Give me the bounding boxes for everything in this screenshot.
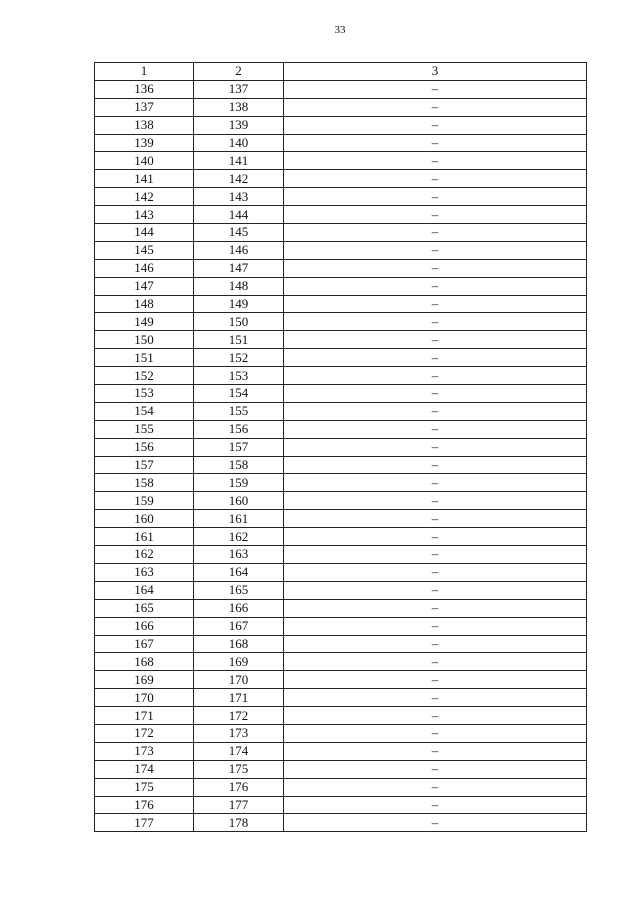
table-cell-col-1: 162 bbox=[95, 546, 194, 564]
table-cell-col-2: 142 bbox=[194, 170, 284, 188]
table-cell-col-3: – bbox=[284, 653, 587, 671]
table-cell-col-2: 175 bbox=[194, 760, 284, 778]
table-cell-col-1: 157 bbox=[95, 456, 194, 474]
table-row bbox=[95, 295, 587, 313]
table-cell-col-1: 145 bbox=[95, 241, 194, 259]
table-row bbox=[95, 206, 587, 224]
table-row bbox=[95, 134, 587, 152]
table-cell-col-3: – bbox=[284, 385, 587, 403]
table-row bbox=[95, 402, 587, 420]
table-cell-col-3: – bbox=[284, 134, 587, 152]
table-row bbox=[95, 671, 587, 689]
table-cell-col-1: 149 bbox=[95, 313, 194, 331]
table-cell-col-3: – bbox=[284, 188, 587, 206]
table-cell-col-2: 161 bbox=[194, 510, 284, 528]
table-row bbox=[95, 510, 587, 528]
table-row bbox=[95, 98, 587, 116]
table-cell-col-2: 148 bbox=[194, 277, 284, 295]
table-row bbox=[95, 814, 587, 832]
table-cell-col-1: 153 bbox=[95, 385, 194, 403]
table-cell-col-2: 150 bbox=[194, 313, 284, 331]
table-cell-col-2: 173 bbox=[194, 724, 284, 742]
table-cell-col-2: 145 bbox=[194, 224, 284, 242]
table-row bbox=[95, 474, 587, 492]
table-cell-col-2: 178 bbox=[194, 814, 284, 832]
table-cell-col-3: – bbox=[284, 814, 587, 832]
table-row bbox=[95, 689, 587, 707]
table-cell-col-2: 164 bbox=[194, 563, 284, 581]
table-cell-col-3: – bbox=[284, 707, 587, 725]
table-cell-col-2: 151 bbox=[194, 331, 284, 349]
table-cell-col-3: – bbox=[284, 420, 587, 438]
table-cell-col-2: 165 bbox=[194, 581, 284, 599]
table-cell-col-3: – bbox=[284, 402, 587, 420]
table-cell-col-3: – bbox=[284, 277, 587, 295]
table-cell-col-2: 171 bbox=[194, 689, 284, 707]
table-cell-col-2: 152 bbox=[194, 349, 284, 367]
table-row bbox=[95, 707, 587, 725]
table-cell-col-3: – bbox=[284, 563, 587, 581]
table-cell-col-2: 157 bbox=[194, 438, 284, 456]
table-cell-col-2: 168 bbox=[194, 635, 284, 653]
table-row bbox=[95, 742, 587, 760]
table-row bbox=[95, 170, 587, 188]
table-cell-col-1: 147 bbox=[95, 277, 194, 295]
table-cell-col-1: 141 bbox=[95, 170, 194, 188]
table-cell-col-2: 146 bbox=[194, 241, 284, 259]
table-cell-col-1: 176 bbox=[95, 796, 194, 814]
table-cell-col-1: 164 bbox=[95, 581, 194, 599]
table-cell-col-3: – bbox=[284, 599, 587, 617]
table-cell-col-1: 159 bbox=[95, 492, 194, 510]
table-cell-col-2: 169 bbox=[194, 653, 284, 671]
table-cell-col-3: – bbox=[284, 492, 587, 510]
table-cell-col-1: 172 bbox=[95, 724, 194, 742]
table-header-row bbox=[95, 63, 587, 81]
table-cell-col-2: 141 bbox=[194, 152, 284, 170]
table-cell-col-1: 148 bbox=[95, 295, 194, 313]
table-cell-col-1: 174 bbox=[95, 760, 194, 778]
table-cell-col-1: 165 bbox=[95, 599, 194, 617]
table-cell-col-3: – bbox=[284, 796, 587, 814]
table-cell-col-3: – bbox=[284, 98, 587, 116]
page-number: 33 bbox=[334, 24, 346, 36]
table-cell-col-1: 161 bbox=[95, 528, 194, 546]
table-cell-col-3: – bbox=[284, 170, 587, 188]
table-row bbox=[95, 438, 587, 456]
table-row bbox=[95, 420, 587, 438]
table-cell-col-3: – bbox=[284, 546, 587, 564]
table-cell-col-2: 155 bbox=[194, 402, 284, 420]
table-row bbox=[95, 617, 587, 635]
column-header-1: 1 bbox=[95, 63, 194, 81]
table-cell-col-1: 170 bbox=[95, 689, 194, 707]
table-cell-col-3: – bbox=[284, 742, 587, 760]
table-cell-col-3: – bbox=[284, 331, 587, 349]
table-cell-col-2: 140 bbox=[194, 134, 284, 152]
table-row bbox=[95, 635, 587, 653]
table-cell-col-1: 167 bbox=[95, 635, 194, 653]
table-row bbox=[95, 456, 587, 474]
table-cell-col-3: – bbox=[284, 349, 587, 367]
table-row bbox=[95, 349, 587, 367]
table-cell-col-1: 171 bbox=[95, 707, 194, 725]
table-cell-col-3: – bbox=[284, 456, 587, 474]
table-row bbox=[95, 224, 587, 242]
table-cell-col-3: – bbox=[284, 295, 587, 313]
table-cell-col-3: – bbox=[284, 367, 587, 385]
table-cell-col-2: 149 bbox=[194, 295, 284, 313]
table-cell-col-1: 169 bbox=[95, 671, 194, 689]
table-cell-col-1: 177 bbox=[95, 814, 194, 832]
table-row bbox=[95, 313, 587, 331]
table-row bbox=[95, 152, 587, 170]
table-cell-col-3: – bbox=[284, 80, 587, 98]
table-cell-col-3: – bbox=[284, 438, 587, 456]
table-cell-col-3: – bbox=[284, 313, 587, 331]
data-table bbox=[94, 62, 587, 832]
table-row bbox=[95, 528, 587, 546]
table-cell-col-1: 140 bbox=[95, 152, 194, 170]
table-cell-col-1: 163 bbox=[95, 563, 194, 581]
table-cell-col-1: 155 bbox=[95, 420, 194, 438]
table-cell-col-1: 173 bbox=[95, 742, 194, 760]
table-cell-col-2: 172 bbox=[194, 707, 284, 725]
table-cell-col-3: – bbox=[284, 224, 587, 242]
table-cell-col-3: – bbox=[284, 474, 587, 492]
table-cell-col-3: – bbox=[284, 510, 587, 528]
table-cell-col-2: 153 bbox=[194, 367, 284, 385]
table-cell-col-2: 154 bbox=[194, 385, 284, 403]
table-cell-col-3: – bbox=[284, 152, 587, 170]
table-cell-col-3: – bbox=[284, 206, 587, 224]
table-row bbox=[95, 331, 587, 349]
table-row bbox=[95, 653, 587, 671]
table-cell-col-2: 163 bbox=[194, 546, 284, 564]
table-cell-col-3: – bbox=[284, 689, 587, 707]
table-cell-col-3: – bbox=[284, 724, 587, 742]
table-cell-col-1: 156 bbox=[95, 438, 194, 456]
table-cell-col-1: 154 bbox=[95, 402, 194, 420]
column-header-3: 3 bbox=[284, 63, 587, 81]
table-cell-col-3: – bbox=[284, 241, 587, 259]
table-row bbox=[95, 80, 587, 98]
table-row bbox=[95, 760, 587, 778]
table-cell-col-1: 142 bbox=[95, 188, 194, 206]
table-row bbox=[95, 724, 587, 742]
table-row bbox=[95, 546, 587, 564]
table-cell-col-2: 147 bbox=[194, 259, 284, 277]
table-cell-col-1: 136 bbox=[95, 80, 194, 98]
table-cell-col-3: – bbox=[284, 259, 587, 277]
table-cell-col-3: – bbox=[284, 778, 587, 796]
table-cell-col-2: 177 bbox=[194, 796, 284, 814]
table-cell-col-3: – bbox=[284, 671, 587, 689]
table-cell-col-2: 138 bbox=[194, 98, 284, 116]
table-cell-col-2: 176 bbox=[194, 778, 284, 796]
table-cell-col-2: 174 bbox=[194, 742, 284, 760]
table-row bbox=[95, 563, 587, 581]
table-cell-col-3: – bbox=[284, 116, 587, 134]
table-row bbox=[95, 277, 587, 295]
table-cell-col-1: 146 bbox=[95, 259, 194, 277]
table-cell-col-3: – bbox=[284, 581, 587, 599]
table-cell-col-1: 160 bbox=[95, 510, 194, 528]
table-cell-col-1: 152 bbox=[95, 367, 194, 385]
table-row bbox=[95, 241, 587, 259]
table-cell-col-2: 143 bbox=[194, 188, 284, 206]
table-cell-col-2: 162 bbox=[194, 528, 284, 546]
table-cell-col-1: 137 bbox=[95, 98, 194, 116]
table-row bbox=[95, 367, 587, 385]
table-cell-col-1: 150 bbox=[95, 331, 194, 349]
column-header-2: 2 bbox=[194, 63, 284, 81]
table-cell-col-2: 167 bbox=[194, 617, 284, 635]
table-row bbox=[95, 581, 587, 599]
table-cell-col-2: 159 bbox=[194, 474, 284, 492]
table-row bbox=[95, 385, 587, 403]
table-cell-col-2: 166 bbox=[194, 599, 284, 617]
table-row bbox=[95, 116, 587, 134]
table-body bbox=[95, 80, 587, 831]
table-cell-col-1: 138 bbox=[95, 116, 194, 134]
table-cell-col-1: 139 bbox=[95, 134, 194, 152]
table-cell-col-3: – bbox=[284, 760, 587, 778]
table-cell-col-3: – bbox=[284, 617, 587, 635]
table-cell-col-1: 175 bbox=[95, 778, 194, 796]
table-cell-col-1: 144 bbox=[95, 224, 194, 242]
table-cell-col-1: 158 bbox=[95, 474, 194, 492]
table-cell-col-2: 137 bbox=[194, 80, 284, 98]
table-cell-col-2: 170 bbox=[194, 671, 284, 689]
table-cell-col-2: 156 bbox=[194, 420, 284, 438]
table-cell-col-1: 166 bbox=[95, 617, 194, 635]
table-cell-col-1: 168 bbox=[95, 653, 194, 671]
table-row bbox=[95, 259, 587, 277]
table-cell-col-3: – bbox=[284, 635, 587, 653]
table-row bbox=[95, 188, 587, 206]
table-cell-col-2: 158 bbox=[194, 456, 284, 474]
table-cell-col-1: 143 bbox=[95, 206, 194, 224]
table-cell-col-2: 144 bbox=[194, 206, 284, 224]
table-cell-col-2: 139 bbox=[194, 116, 284, 134]
table-cell-col-3: – bbox=[284, 528, 587, 546]
table-cell-col-2: 160 bbox=[194, 492, 284, 510]
table-cell-col-1: 151 bbox=[95, 349, 194, 367]
table-row bbox=[95, 778, 587, 796]
table-row bbox=[95, 796, 587, 814]
table-row bbox=[95, 599, 587, 617]
table-row bbox=[95, 492, 587, 510]
